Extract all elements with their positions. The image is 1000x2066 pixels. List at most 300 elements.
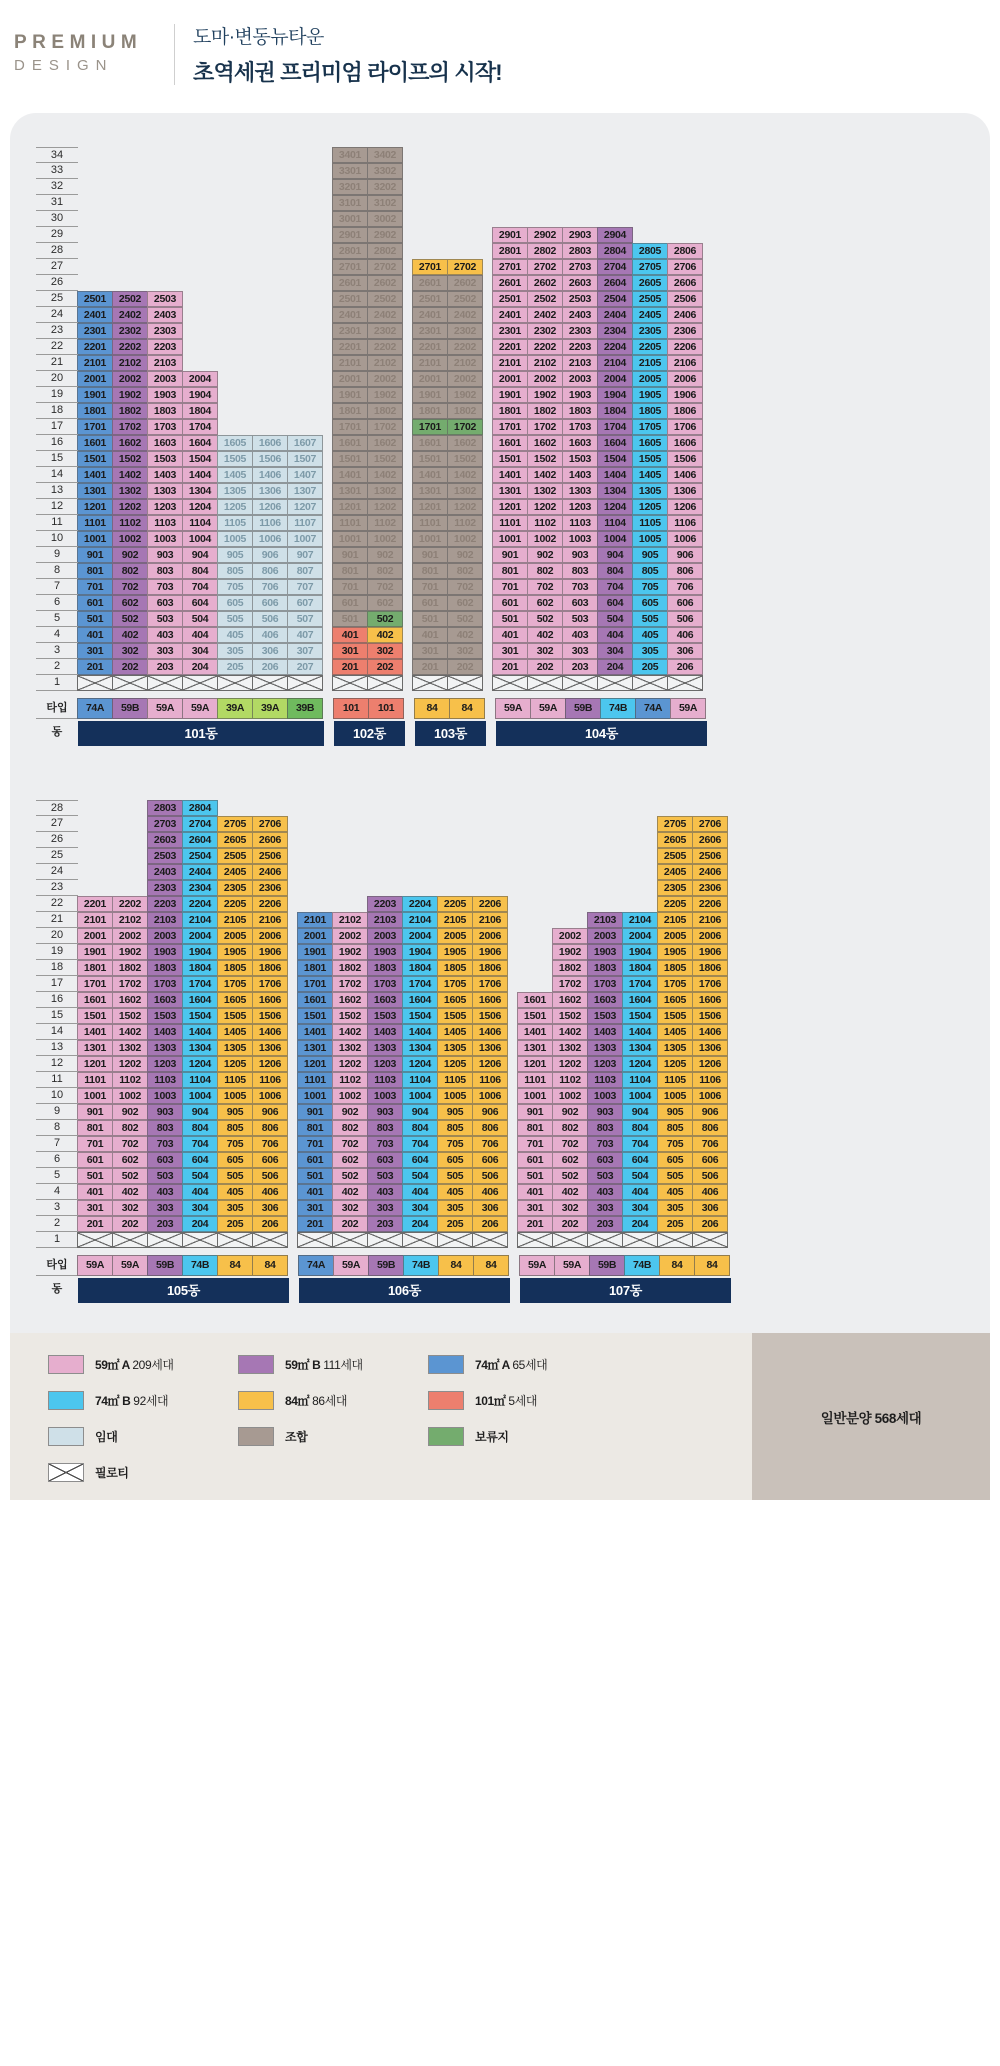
unit-cell[interactable]: 603 bbox=[367, 1152, 403, 1168]
unit-cell[interactable]: 1001 bbox=[492, 531, 528, 547]
unit-cell[interactable]: 701 bbox=[492, 579, 528, 595]
unit-cell[interactable]: 902 bbox=[112, 1104, 148, 1120]
unit-cell[interactable]: 1005 bbox=[632, 531, 668, 547]
unit-cell[interactable]: 204 bbox=[182, 1216, 218, 1232]
unit-cell[interactable]: 2004 bbox=[597, 371, 633, 387]
unit-cell[interactable]: 1202 bbox=[552, 1056, 588, 1072]
unit-cell[interactable]: 1603 bbox=[587, 992, 623, 1008]
unit-cell[interactable]: 702 bbox=[552, 1136, 588, 1152]
unit-cell[interactable]: 802 bbox=[552, 1120, 588, 1136]
unit-cell[interactable]: 2003 bbox=[562, 371, 598, 387]
unit-cell[interactable]: 2602 bbox=[367, 275, 403, 291]
unit-cell[interactable]: 1406 bbox=[252, 467, 288, 483]
unit-cell[interactable]: 504 bbox=[182, 1168, 218, 1184]
type-cell[interactable]: 59B bbox=[112, 698, 148, 719]
unit-cell[interactable]: 706 bbox=[692, 1136, 728, 1152]
unit-cell[interactable]: 1106 bbox=[667, 515, 703, 531]
type-cell[interactable]: 59A bbox=[147, 698, 183, 719]
unit-cell[interactable]: 1302 bbox=[527, 483, 563, 499]
unit-cell[interactable]: 2605 bbox=[217, 832, 253, 848]
unit-cell[interactable]: 605 bbox=[217, 1152, 253, 1168]
unit-cell[interactable]: 2105 bbox=[657, 912, 693, 928]
unit-cell[interactable]: 702 bbox=[367, 579, 403, 595]
unit-cell[interactable]: 1806 bbox=[252, 960, 288, 976]
unit-cell[interactable]: 305 bbox=[217, 643, 253, 659]
unit-cell[interactable]: 804 bbox=[182, 1120, 218, 1136]
unit-cell[interactable]: 802 bbox=[527, 563, 563, 579]
unit-cell[interactable]: 1603 bbox=[147, 992, 183, 1008]
unit-cell[interactable]: 2002 bbox=[367, 371, 403, 387]
unit-cell[interactable]: 1301 bbox=[412, 483, 448, 499]
unit-cell[interactable]: 301 bbox=[492, 643, 528, 659]
unit-cell[interactable]: 1902 bbox=[447, 387, 483, 403]
unit-cell[interactable]: 1503 bbox=[367, 1008, 403, 1024]
unit-cell[interactable]: 1306 bbox=[692, 1040, 728, 1056]
unit-cell[interactable]: 501 bbox=[517, 1168, 553, 1184]
unit-cell[interactable]: 801 bbox=[492, 563, 528, 579]
unit-cell[interactable]: 1502 bbox=[112, 451, 148, 467]
unit-cell[interactable]: 705 bbox=[632, 579, 668, 595]
unit-cell[interactable]: 2603 bbox=[562, 275, 598, 291]
unit-cell[interactable]: 405 bbox=[657, 1184, 693, 1200]
unit-cell[interactable]: 503 bbox=[562, 611, 598, 627]
unit-cell[interactable]: 401 bbox=[77, 627, 113, 643]
unit-cell[interactable]: 1902 bbox=[112, 944, 148, 960]
unit-cell[interactable]: 1404 bbox=[622, 1024, 658, 1040]
unit-cell[interactable]: 2705 bbox=[217, 816, 253, 832]
unit-cell[interactable]: 1405 bbox=[632, 467, 668, 483]
unit-cell[interactable]: 404 bbox=[622, 1184, 658, 1200]
unit-cell[interactable]: 1803 bbox=[147, 960, 183, 976]
unit-cell[interactable]: 1801 bbox=[492, 403, 528, 419]
unit-cell[interactable]: 1504 bbox=[622, 1008, 658, 1024]
unit-cell[interactable]: 2901 bbox=[492, 227, 528, 243]
unit-cell[interactable]: 1902 bbox=[332, 944, 368, 960]
unit-cell[interactable]: 1301 bbox=[77, 483, 113, 499]
unit-cell[interactable]: 1802 bbox=[112, 403, 148, 419]
unit-cell[interactable]: 904 bbox=[622, 1104, 658, 1120]
unit-cell[interactable]: 2803 bbox=[147, 800, 183, 816]
unit-cell[interactable]: 1006 bbox=[252, 531, 288, 547]
unit-cell[interactable]: 1802 bbox=[367, 403, 403, 419]
unit-cell[interactable]: 2203 bbox=[147, 339, 183, 355]
unit-cell[interactable]: 1704 bbox=[622, 976, 658, 992]
unit-cell[interactable]: 1904 bbox=[182, 387, 218, 403]
unit-cell[interactable]: 406 bbox=[472, 1184, 508, 1200]
unit-cell[interactable]: 2603 bbox=[147, 832, 183, 848]
unit-cell[interactable]: 905 bbox=[632, 547, 668, 563]
unit-cell[interactable]: 1105 bbox=[217, 515, 253, 531]
unit-cell[interactable]: 2301 bbox=[412, 323, 448, 339]
unit-cell[interactable]: 1701 bbox=[297, 976, 333, 992]
unit-cell[interactable]: 1902 bbox=[552, 944, 588, 960]
unit-cell[interactable]: 1106 bbox=[252, 1072, 288, 1088]
unit-cell[interactable]: 2903 bbox=[562, 227, 598, 243]
unit-cell[interactable]: 306 bbox=[252, 1200, 288, 1216]
unit-cell[interactable]: 1005 bbox=[657, 1088, 693, 1104]
unit-cell[interactable]: 403 bbox=[147, 1184, 183, 1200]
unit-cell[interactable]: 1706 bbox=[252, 976, 288, 992]
unit-cell[interactable]: 701 bbox=[77, 1136, 113, 1152]
unit-cell[interactable]: 806 bbox=[252, 1120, 288, 1136]
unit-cell[interactable]: 206 bbox=[252, 1216, 288, 1232]
unit-cell[interactable]: 1005 bbox=[217, 531, 253, 547]
unit-cell[interactable]: 606 bbox=[667, 595, 703, 611]
unit-cell[interactable]: 1002 bbox=[447, 531, 483, 547]
type-cell[interactable]: 59A bbox=[495, 698, 531, 719]
unit-cell[interactable]: 604 bbox=[622, 1152, 658, 1168]
unit-cell[interactable]: 201 bbox=[77, 659, 113, 675]
dong-label[interactable]: 104동 bbox=[496, 721, 707, 746]
unit-cell[interactable]: 1506 bbox=[252, 1008, 288, 1024]
unit-cell[interactable]: 2401 bbox=[332, 307, 368, 323]
unit-cell[interactable]: 605 bbox=[632, 595, 668, 611]
unit-cell[interactable]: 503 bbox=[587, 1168, 623, 1184]
unit-cell[interactable]: 3402 bbox=[367, 147, 403, 163]
unit-cell[interactable]: 2003 bbox=[147, 371, 183, 387]
unit-cell[interactable]: 2503 bbox=[147, 291, 183, 307]
unit-cell[interactable]: 2504 bbox=[597, 291, 633, 307]
unit-cell[interactable]: 1001 bbox=[332, 531, 368, 547]
unit-cell[interactable]: 1606 bbox=[252, 992, 288, 1008]
unit-cell[interactable]: 2605 bbox=[632, 275, 668, 291]
unit-cell[interactable]: 506 bbox=[252, 1168, 288, 1184]
unit-cell[interactable]: 402 bbox=[527, 627, 563, 643]
unit-cell[interactable]: 706 bbox=[252, 579, 288, 595]
unit-cell[interactable]: 2006 bbox=[472, 928, 508, 944]
type-cell[interactable]: 74A bbox=[298, 1255, 334, 1276]
unit-cell[interactable]: 1503 bbox=[147, 1008, 183, 1024]
unit-cell[interactable]: 605 bbox=[657, 1152, 693, 1168]
unit-cell[interactable]: 1702 bbox=[527, 419, 563, 435]
unit-cell[interactable]: 1605 bbox=[217, 992, 253, 1008]
unit-cell[interactable]: 2203 bbox=[562, 339, 598, 355]
unit-cell[interactable]: 901 bbox=[77, 1104, 113, 1120]
unit-cell[interactable]: 901 bbox=[77, 547, 113, 563]
unit-cell[interactable]: 506 bbox=[252, 611, 288, 627]
unit-cell[interactable]: 2506 bbox=[667, 291, 703, 307]
unit-cell[interactable]: 905 bbox=[657, 1104, 693, 1120]
unit-cell[interactable]: 1401 bbox=[77, 467, 113, 483]
unit-cell[interactable]: 1201 bbox=[412, 499, 448, 515]
unit-cell[interactable]: 1001 bbox=[517, 1088, 553, 1104]
unit-cell[interactable]: 201 bbox=[77, 1216, 113, 1232]
unit-cell[interactable]: 1504 bbox=[182, 451, 218, 467]
unit-cell[interactable]: 1906 bbox=[667, 387, 703, 403]
unit-cell[interactable]: 1303 bbox=[147, 483, 183, 499]
unit-cell[interactable]: 1906 bbox=[692, 944, 728, 960]
unit-cell[interactable]: 2001 bbox=[77, 928, 113, 944]
unit-cell[interactable]: 205 bbox=[632, 659, 668, 675]
unit-cell[interactable]: 1406 bbox=[472, 1024, 508, 1040]
unit-cell[interactable]: 1905 bbox=[217, 944, 253, 960]
unit-cell[interactable]: 2702 bbox=[367, 259, 403, 275]
unit-cell[interactable]: 504 bbox=[622, 1168, 658, 1184]
unit-cell[interactable]: 206 bbox=[667, 659, 703, 675]
unit-cell[interactable]: 903 bbox=[147, 547, 183, 563]
unit-cell[interactable]: 1805 bbox=[437, 960, 473, 976]
unit-cell[interactable]: 1702 bbox=[447, 419, 483, 435]
unit-cell[interactable]: 1104 bbox=[597, 515, 633, 531]
unit-cell[interactable]: 2201 bbox=[332, 339, 368, 355]
unit-cell[interactable]: 302 bbox=[367, 643, 403, 659]
unit-cell[interactable]: 1605 bbox=[437, 992, 473, 1008]
unit-cell[interactable]: 1501 bbox=[77, 451, 113, 467]
unit-cell[interactable]: 1101 bbox=[517, 1072, 553, 1088]
unit-cell[interactable]: 2801 bbox=[492, 243, 528, 259]
type-cell[interactable]: 74B bbox=[403, 1255, 439, 1276]
unit-cell[interactable]: 703 bbox=[562, 579, 598, 595]
unit-cell[interactable]: 2404 bbox=[597, 307, 633, 323]
unit-cell[interactable]: 604 bbox=[182, 595, 218, 611]
unit-cell[interactable]: 905 bbox=[217, 547, 253, 563]
unit-cell[interactable]: 2001 bbox=[77, 371, 113, 387]
unit-cell[interactable]: 1402 bbox=[112, 1024, 148, 1040]
unit-cell[interactable]: 607 bbox=[287, 595, 323, 611]
unit-cell[interactable]: 1106 bbox=[252, 515, 288, 531]
unit-cell[interactable]: 1103 bbox=[562, 515, 598, 531]
unit-cell[interactable]: 701 bbox=[77, 579, 113, 595]
unit-cell[interactable]: 702 bbox=[112, 579, 148, 595]
unit-cell[interactable]: 2901 bbox=[332, 227, 368, 243]
unit-cell[interactable]: 2406 bbox=[692, 864, 728, 880]
unit-cell[interactable]: 1902 bbox=[367, 387, 403, 403]
unit-cell[interactable]: 1307 bbox=[287, 483, 323, 499]
unit-cell[interactable]: 1602 bbox=[552, 992, 588, 1008]
unit-cell[interactable]: 2401 bbox=[492, 307, 528, 323]
unit-cell[interactable]: 703 bbox=[147, 1136, 183, 1152]
unit-cell[interactable]: 1804 bbox=[622, 960, 658, 976]
unit-cell[interactable]: 1004 bbox=[597, 531, 633, 547]
unit-cell[interactable]: 1902 bbox=[527, 387, 563, 403]
unit-cell[interactable]: 602 bbox=[447, 595, 483, 611]
unit-cell[interactable]: 604 bbox=[597, 595, 633, 611]
unit-cell[interactable]: 602 bbox=[552, 1152, 588, 1168]
unit-cell[interactable]: 1501 bbox=[412, 451, 448, 467]
unit-cell[interactable]: 2104 bbox=[182, 912, 218, 928]
unit-cell[interactable]: 1405 bbox=[657, 1024, 693, 1040]
unit-cell[interactable]: 202 bbox=[112, 659, 148, 675]
unit-cell[interactable]: 1703 bbox=[147, 419, 183, 435]
unit-cell[interactable]: 704 bbox=[182, 579, 218, 595]
unit-cell[interactable]: 1802 bbox=[447, 403, 483, 419]
unit-cell[interactable]: 504 bbox=[402, 1168, 438, 1184]
unit-cell[interactable]: 505 bbox=[217, 1168, 253, 1184]
unit-cell[interactable]: 904 bbox=[597, 547, 633, 563]
type-cell[interactable]: 74B bbox=[600, 698, 636, 719]
unit-cell[interactable]: 1502 bbox=[367, 451, 403, 467]
type-cell[interactable]: 59A bbox=[77, 1255, 113, 1276]
unit-cell[interactable]: 806 bbox=[472, 1120, 508, 1136]
unit-cell[interactable]: 703 bbox=[367, 1136, 403, 1152]
unit-cell[interactable]: 204 bbox=[597, 659, 633, 675]
unit-cell[interactable]: 1904 bbox=[597, 387, 633, 403]
unit-cell[interactable]: 2501 bbox=[332, 291, 368, 307]
unit-cell[interactable]: 2804 bbox=[182, 800, 218, 816]
unit-cell[interactable]: 2505 bbox=[657, 848, 693, 864]
unit-cell[interactable]: 1602 bbox=[367, 435, 403, 451]
unit-cell[interactable]: 2701 bbox=[332, 259, 368, 275]
unit-cell[interactable]: 801 bbox=[517, 1120, 553, 1136]
unit-cell[interactable]: 701 bbox=[517, 1136, 553, 1152]
unit-cell[interactable]: 1402 bbox=[552, 1024, 588, 1040]
unit-cell[interactable]: 205 bbox=[437, 1216, 473, 1232]
unit-cell[interactable]: 2105 bbox=[217, 912, 253, 928]
type-cell[interactable]: 59B bbox=[368, 1255, 404, 1276]
unit-cell[interactable]: 1202 bbox=[112, 1056, 148, 1072]
unit-cell[interactable]: 1601 bbox=[412, 435, 448, 451]
unit-cell[interactable]: 401 bbox=[297, 1184, 333, 1200]
unit-cell[interactable]: 206 bbox=[692, 1216, 728, 1232]
unit-cell[interactable]: 1205 bbox=[437, 1056, 473, 1072]
unit-cell[interactable]: 905 bbox=[437, 1104, 473, 1120]
unit-cell[interactable]: 2106 bbox=[667, 355, 703, 371]
unit-cell[interactable]: 801 bbox=[77, 563, 113, 579]
unit-cell[interactable]: 402 bbox=[552, 1184, 588, 1200]
unit-cell[interactable]: 1703 bbox=[587, 976, 623, 992]
unit-cell[interactable]: 2303 bbox=[147, 880, 183, 896]
unit-cell[interactable]: 1102 bbox=[112, 515, 148, 531]
unit-cell[interactable]: 1703 bbox=[367, 976, 403, 992]
unit-cell[interactable]: 505 bbox=[217, 611, 253, 627]
unit-cell[interactable]: 1901 bbox=[77, 944, 113, 960]
unit-cell[interactable]: 203 bbox=[367, 1216, 403, 1232]
dong-label[interactable]: 105동 bbox=[78, 1278, 289, 1303]
unit-cell[interactable]: 1206 bbox=[252, 1056, 288, 1072]
unit-cell[interactable]: 1901 bbox=[412, 387, 448, 403]
unit-cell[interactable]: 305 bbox=[217, 1200, 253, 1216]
unit-cell[interactable]: 1205 bbox=[217, 499, 253, 515]
unit-cell[interactable]: 903 bbox=[147, 1104, 183, 1120]
unit-cell[interactable]: 1104 bbox=[182, 515, 218, 531]
unit-cell[interactable]: 1801 bbox=[332, 403, 368, 419]
unit-cell[interactable]: 2001 bbox=[332, 371, 368, 387]
unit-cell[interactable]: 2206 bbox=[472, 896, 508, 912]
unit-cell[interactable]: 2705 bbox=[657, 816, 693, 832]
unit-cell[interactable]: 501 bbox=[77, 611, 113, 627]
unit-cell[interactable]: 1401 bbox=[332, 467, 368, 483]
unit-cell[interactable]: 1006 bbox=[667, 531, 703, 547]
unit-cell[interactable]: 803 bbox=[367, 1120, 403, 1136]
unit-cell[interactable]: 1002 bbox=[367, 531, 403, 547]
unit-cell[interactable]: 502 bbox=[112, 1168, 148, 1184]
unit-cell[interactable]: 906 bbox=[472, 1104, 508, 1120]
unit-cell[interactable]: 3101 bbox=[332, 195, 368, 211]
unit-cell[interactable]: 1306 bbox=[667, 483, 703, 499]
unit-cell[interactable]: 302 bbox=[112, 1200, 148, 1216]
unit-cell[interactable]: 1103 bbox=[367, 1072, 403, 1088]
unit-cell[interactable]: 803 bbox=[147, 563, 183, 579]
unit-cell[interactable]: 2502 bbox=[367, 291, 403, 307]
unit-cell[interactable]: 1202 bbox=[112, 499, 148, 515]
unit-cell[interactable]: 804 bbox=[622, 1120, 658, 1136]
unit-cell[interactable]: 1404 bbox=[402, 1024, 438, 1040]
unit-cell[interactable]: 606 bbox=[692, 1152, 728, 1168]
unit-cell[interactable]: 403 bbox=[587, 1184, 623, 1200]
unit-cell[interactable]: 1204 bbox=[597, 499, 633, 515]
unit-cell[interactable]: 204 bbox=[182, 659, 218, 675]
unit-cell[interactable]: 705 bbox=[437, 1136, 473, 1152]
type-cell[interactable]: 84 bbox=[414, 698, 450, 719]
unit-cell[interactable]: 1504 bbox=[597, 451, 633, 467]
unit-cell[interactable]: 2406 bbox=[667, 307, 703, 323]
unit-cell[interactable]: 405 bbox=[217, 1184, 253, 1200]
unit-cell[interactable]: 2104 bbox=[622, 912, 658, 928]
unit-cell[interactable]: 2304 bbox=[182, 880, 218, 896]
unit-cell[interactable]: 203 bbox=[587, 1216, 623, 1232]
unit-cell[interactable]: 403 bbox=[147, 627, 183, 643]
unit-cell[interactable]: 505 bbox=[437, 1168, 473, 1184]
unit-cell[interactable]: 1303 bbox=[147, 1040, 183, 1056]
unit-cell[interactable]: 804 bbox=[402, 1120, 438, 1136]
unit-cell[interactable]: 2302 bbox=[527, 323, 563, 339]
unit-cell[interactable]: 401 bbox=[77, 1184, 113, 1200]
unit-cell[interactable]: 1503 bbox=[587, 1008, 623, 1024]
unit-cell[interactable]: 402 bbox=[447, 627, 483, 643]
unit-cell[interactable]: 701 bbox=[412, 579, 448, 595]
unit-cell[interactable]: 201 bbox=[517, 1216, 553, 1232]
unit-cell[interactable]: 1501 bbox=[77, 1008, 113, 1024]
unit-cell[interactable]: 2602 bbox=[527, 275, 563, 291]
unit-cell[interactable]: 403 bbox=[367, 1184, 403, 1200]
unit-cell[interactable]: 3301 bbox=[332, 163, 368, 179]
unit-cell[interactable]: 1506 bbox=[667, 451, 703, 467]
unit-cell[interactable]: 402 bbox=[367, 627, 403, 643]
unit-cell[interactable]: 1205 bbox=[632, 499, 668, 515]
unit-cell[interactable]: 1401 bbox=[297, 1024, 333, 1040]
unit-cell[interactable]: 1701 bbox=[77, 419, 113, 435]
unit-cell[interactable]: 1301 bbox=[332, 483, 368, 499]
unit-cell[interactable]: 301 bbox=[77, 643, 113, 659]
dong-label[interactable]: 106동 bbox=[299, 1278, 510, 1303]
unit-cell[interactable]: 2305 bbox=[657, 880, 693, 896]
unit-cell[interactable]: 805 bbox=[632, 563, 668, 579]
unit-cell[interactable]: 2103 bbox=[562, 355, 598, 371]
dong-label[interactable]: 102동 bbox=[334, 721, 405, 746]
unit-cell[interactable]: 703 bbox=[587, 1136, 623, 1152]
unit-cell[interactable]: 1904 bbox=[182, 944, 218, 960]
unit-cell[interactable]: 502 bbox=[367, 611, 403, 627]
unit-cell[interactable]: 1203 bbox=[562, 499, 598, 515]
unit-cell[interactable]: 2405 bbox=[217, 864, 253, 880]
unit-cell[interactable]: 2802 bbox=[527, 243, 563, 259]
unit-cell[interactable]: 802 bbox=[332, 1120, 368, 1136]
unit-cell[interactable]: 205 bbox=[657, 1216, 693, 1232]
unit-cell[interactable]: 801 bbox=[297, 1120, 333, 1136]
unit-cell[interactable]: 306 bbox=[667, 643, 703, 659]
unit-cell[interactable]: 1201 bbox=[517, 1056, 553, 1072]
unit-cell[interactable]: 2101 bbox=[412, 355, 448, 371]
unit-cell[interactable]: 2303 bbox=[147, 323, 183, 339]
unit-cell[interactable]: 2105 bbox=[437, 912, 473, 928]
unit-cell[interactable]: 1404 bbox=[182, 1024, 218, 1040]
unit-cell[interactable]: 303 bbox=[562, 643, 598, 659]
unit-cell[interactable]: 2601 bbox=[412, 275, 448, 291]
unit-cell[interactable]: 1403 bbox=[147, 1024, 183, 1040]
unit-cell[interactable]: 2604 bbox=[182, 832, 218, 848]
unit-cell[interactable]: 1106 bbox=[472, 1072, 508, 1088]
unit-cell[interactable]: 2402 bbox=[527, 307, 563, 323]
unit-cell[interactable]: 1502 bbox=[112, 1008, 148, 1024]
unit-cell[interactable]: 707 bbox=[287, 579, 323, 595]
unit-cell[interactable]: 2601 bbox=[332, 275, 368, 291]
unit-cell[interactable]: 1705 bbox=[632, 419, 668, 435]
type-cell[interactable]: 39A bbox=[252, 698, 288, 719]
unit-cell[interactable]: 2102 bbox=[332, 912, 368, 928]
unit-cell[interactable]: 1702 bbox=[112, 419, 148, 435]
unit-cell[interactable]: 602 bbox=[367, 595, 403, 611]
unit-cell[interactable]: 2204 bbox=[182, 896, 218, 912]
